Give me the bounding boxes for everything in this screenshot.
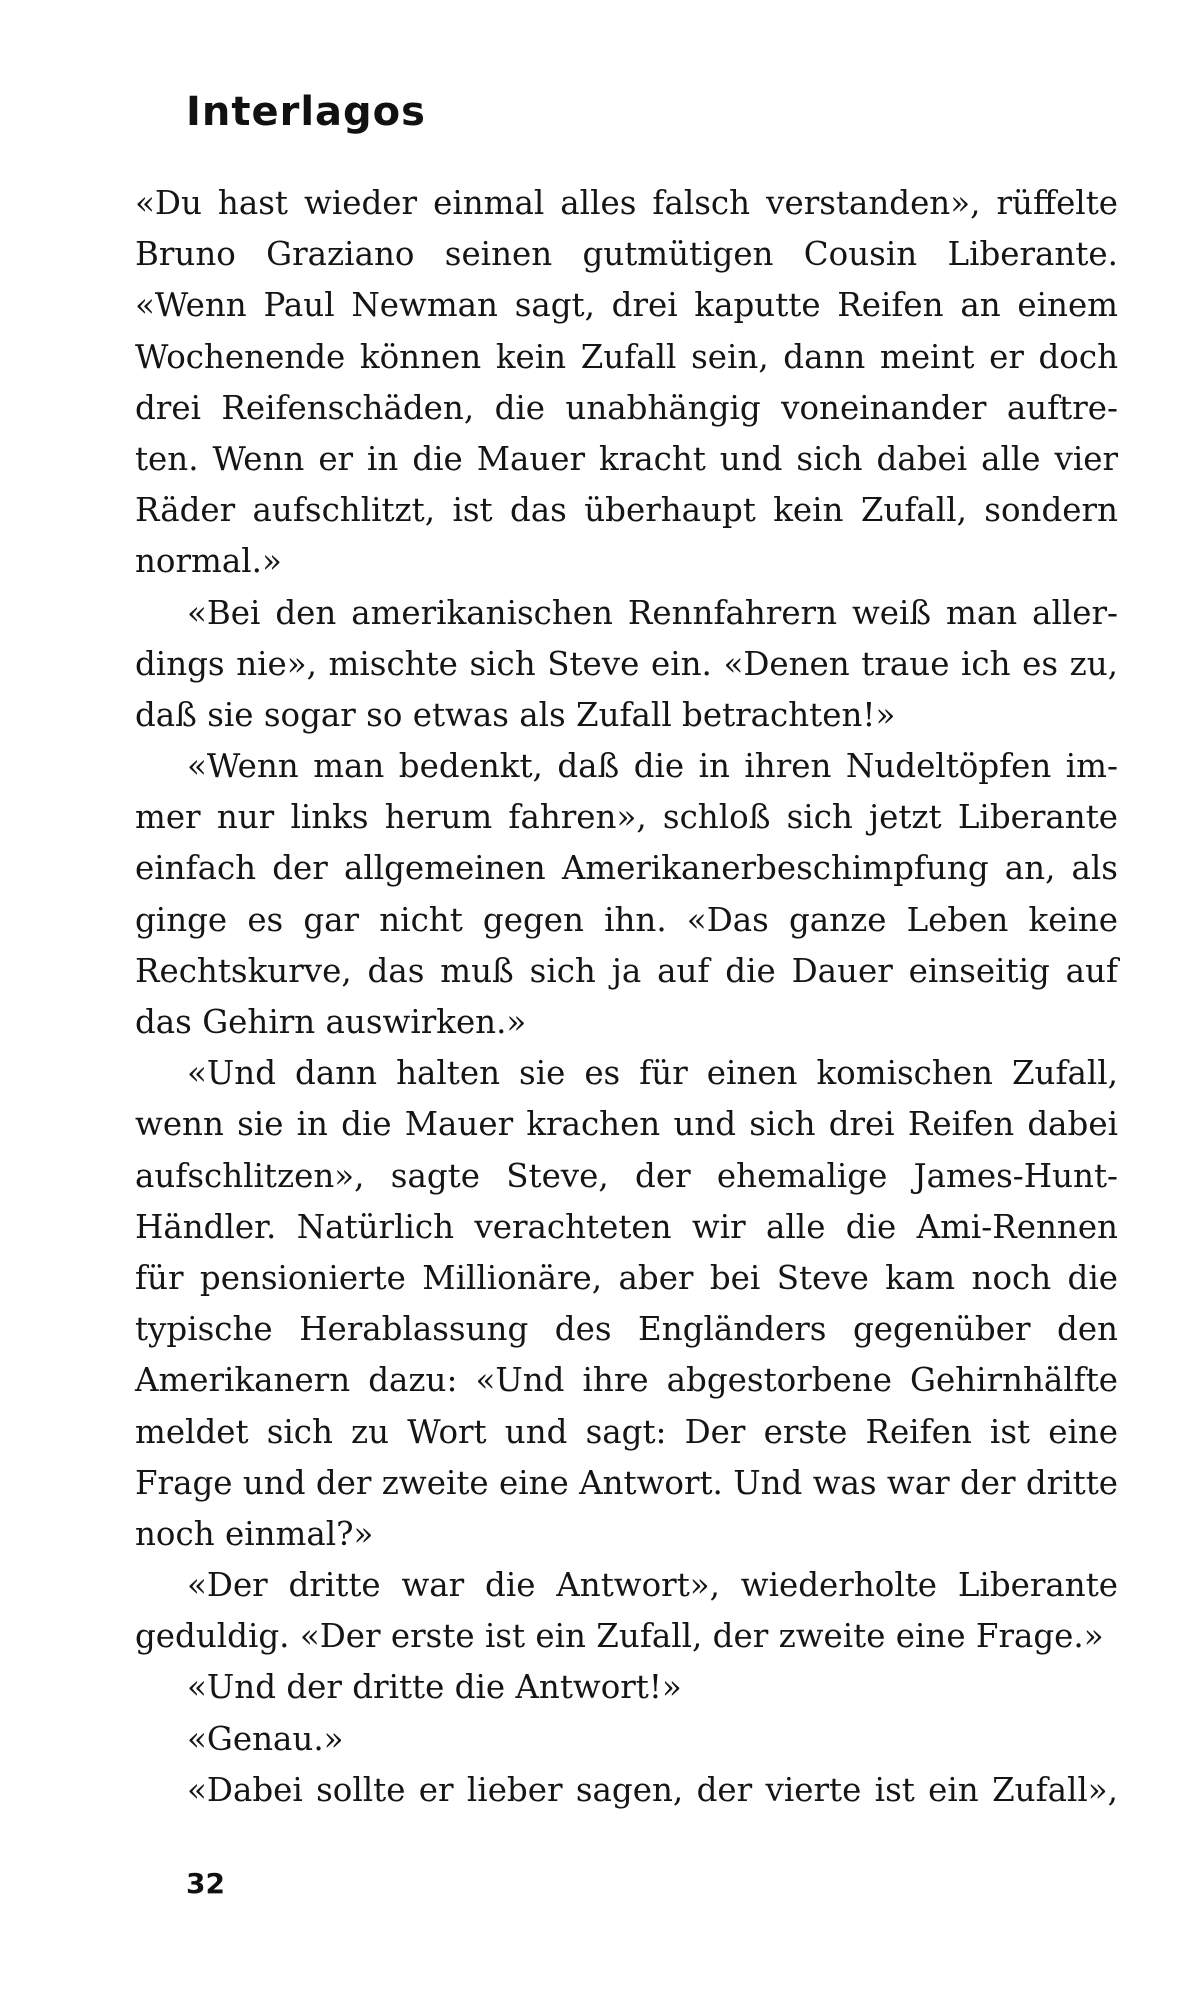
text-line: drei Reifenschäden, die unabhängig voneinander auftre-: [135, 388, 1118, 427]
text-line: aufschlitzen», sagte Steve, der ehemalige James-Hunt-: [135, 1156, 1118, 1195]
text-line: «Der dritte war die Antwort», wiederholte Liberante: [187, 1566, 1118, 1605]
text-line: einfach der allgemeinen Amerikanerbeschimpfung an, als: [135, 849, 1118, 888]
text-line: «Bei den amerikanischen Rennfahrern weiß man aller-: [187, 593, 1118, 632]
text-line: Amerikanern dazu: «Und ihre abgestorbene Gehirnhälfte: [135, 1361, 1118, 1400]
text-line: Frage und der zweite eine Antwort. Und was war der dritte: [135, 1463, 1118, 1502]
text-line: ten. Wenn er in die Mauer kracht und sich dabei alle vier: [135, 439, 1118, 478]
text-line: «Und der dritte die Antwort!»: [187, 1668, 682, 1707]
text-line: für pensionierte Millionäre, aber bei Steve kam noch die: [135, 1258, 1118, 1297]
text-line: noch einmal?»: [135, 1514, 374, 1553]
text-line: «Wenn man bedenkt, daß die in ihren Nudeltöpfen im-: [187, 747, 1118, 786]
text-line: «Du hast wieder einmal alles falsch verstanden», rüffelte: [135, 184, 1118, 222]
text-line: wenn sie in die Mauer krachen und sich drei Reifen dabei: [135, 1105, 1118, 1144]
text-line: Räder aufschlitzt, ist das überhaupt kein Zufall, sondern: [135, 491, 1118, 530]
text-line: dings nie», mischte sich Steve ein. «Denen traue ich es zu,: [135, 644, 1118, 683]
running-head: Interlagos: [186, 89, 426, 135]
text-line: das Gehirn auswirken.»: [135, 1003, 527, 1041]
text-line: ginge es gar nicht gegen ihn. «Das ganze Leben keine: [135, 900, 1118, 939]
text-line: Rechtskurve, das muß sich ja auf die Dauer einseitig auf: [135, 951, 1118, 990]
text-line: «Und dann halten sie es für einen komischen Zufall,: [187, 1054, 1118, 1093]
body-text: [135, 178, 1118, 1816]
text-line: normal.»: [135, 542, 282, 581]
text-line: geduldig. «Der erste ist ein Zufall, der zweite eine Frage.»: [135, 1617, 1104, 1656]
text-line: mer nur links herum fahren», schloß sich jetzt Liberante: [135, 798, 1118, 837]
text-line: meldet sich zu Wort und sagt: Der erste Reifen ist eine: [135, 1412, 1118, 1451]
text-line: Wochenende können kein Zufall sein, dann meint er doch: [135, 337, 1118, 376]
text-line: «Dabei sollte er lieber sagen, der vierte ist ein Zufall»,: [187, 1770, 1118, 1809]
page-number: 32: [186, 1867, 225, 1900]
text-line: typische Herablassung des Engländers gegenüber den: [135, 1310, 1118, 1349]
text-line: daß sie sogar so etwas als Zufall betrachten!»: [135, 695, 896, 734]
text-line: «Wenn Paul Newman sagt, drei kaputte Reifen an einem: [135, 286, 1118, 325]
text-line: Bruno Graziano seinen gutmütigen Cousin Liberante.: [135, 235, 1118, 274]
text-line: Händler. Natürlich verachteten wir alle die Ami-Rennen: [135, 1207, 1118, 1246]
text-line: «Genau.»: [187, 1719, 344, 1758]
